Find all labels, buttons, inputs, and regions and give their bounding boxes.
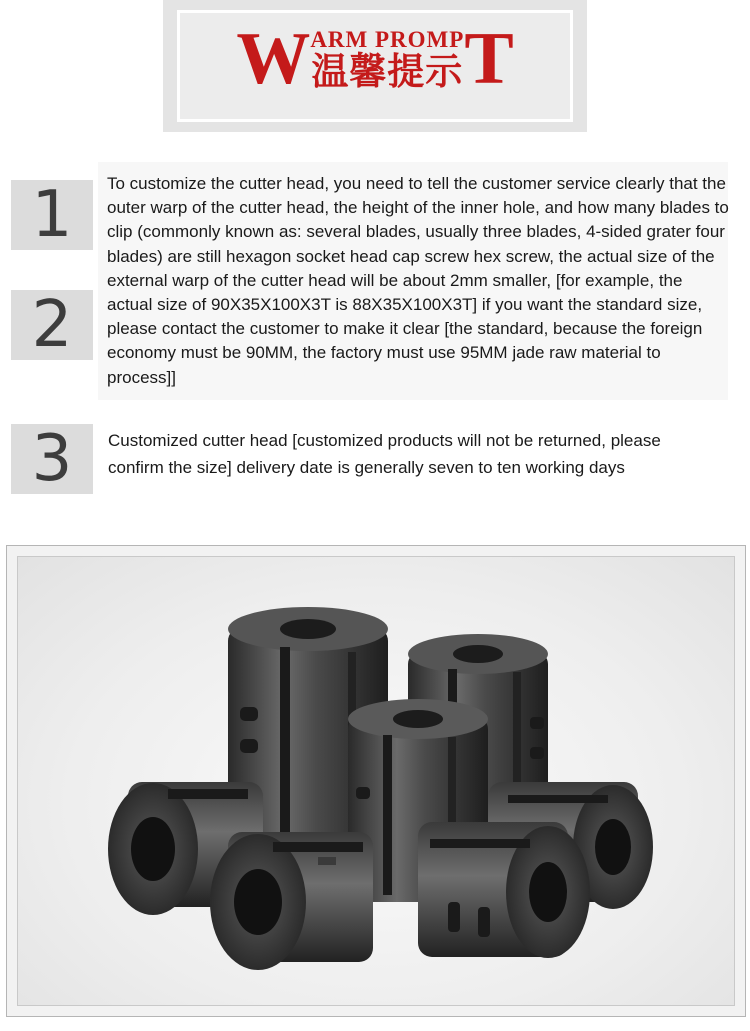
number-tile-1 xyxy=(11,180,93,250)
paragraph-delivery-notice: Customized cutter head [customized products will not be returned, please confirm the size] delivery date is generally seven to ten working days xyxy=(108,431,661,477)
number-3: 3 xyxy=(31,422,73,496)
banner-letter-t: T xyxy=(464,18,514,100)
number-tile-2 xyxy=(11,290,93,360)
banner-chinese-text: 温馨提示 xyxy=(311,50,464,93)
number-2: 2 xyxy=(31,288,73,362)
banner-top-text: ARM PROMP xyxy=(310,27,465,52)
product-photo xyxy=(17,556,735,1006)
cutter-head-lying-4 xyxy=(210,832,373,970)
cutter-head-lying-2 xyxy=(418,822,590,958)
banner-letter-w: W xyxy=(236,18,311,100)
paragraph-customization-instructions: To customize the cutter head, you need to tell the customer service clearly that the outer warp of the cutter head, the height of the inner hole, and how many blades to clip (commonly known as: several blades, usually three blades, 4-sided grater four blades) are still hexagon socket head cap screw hex screw, the actual size of the external warp of the cutter head will be about 2mm smaller, [for example, the actual size of 90X35X100X3T is 88X35X100X3T] if you want the standard size, please contact the customer to make it clear [the standard, because the foreign economy must be 90MM, the factory must use 95MM jade raw material to process]] xyxy=(107,174,729,387)
banner-title xyxy=(163,18,587,100)
banner-middle xyxy=(310,28,464,92)
number-1: 1 xyxy=(31,178,73,252)
warm-prompt-banner xyxy=(163,0,587,132)
number-tile-3 xyxy=(11,424,93,494)
cutter-heads-illustration xyxy=(18,557,734,1005)
product-photo-frame xyxy=(6,545,746,1017)
